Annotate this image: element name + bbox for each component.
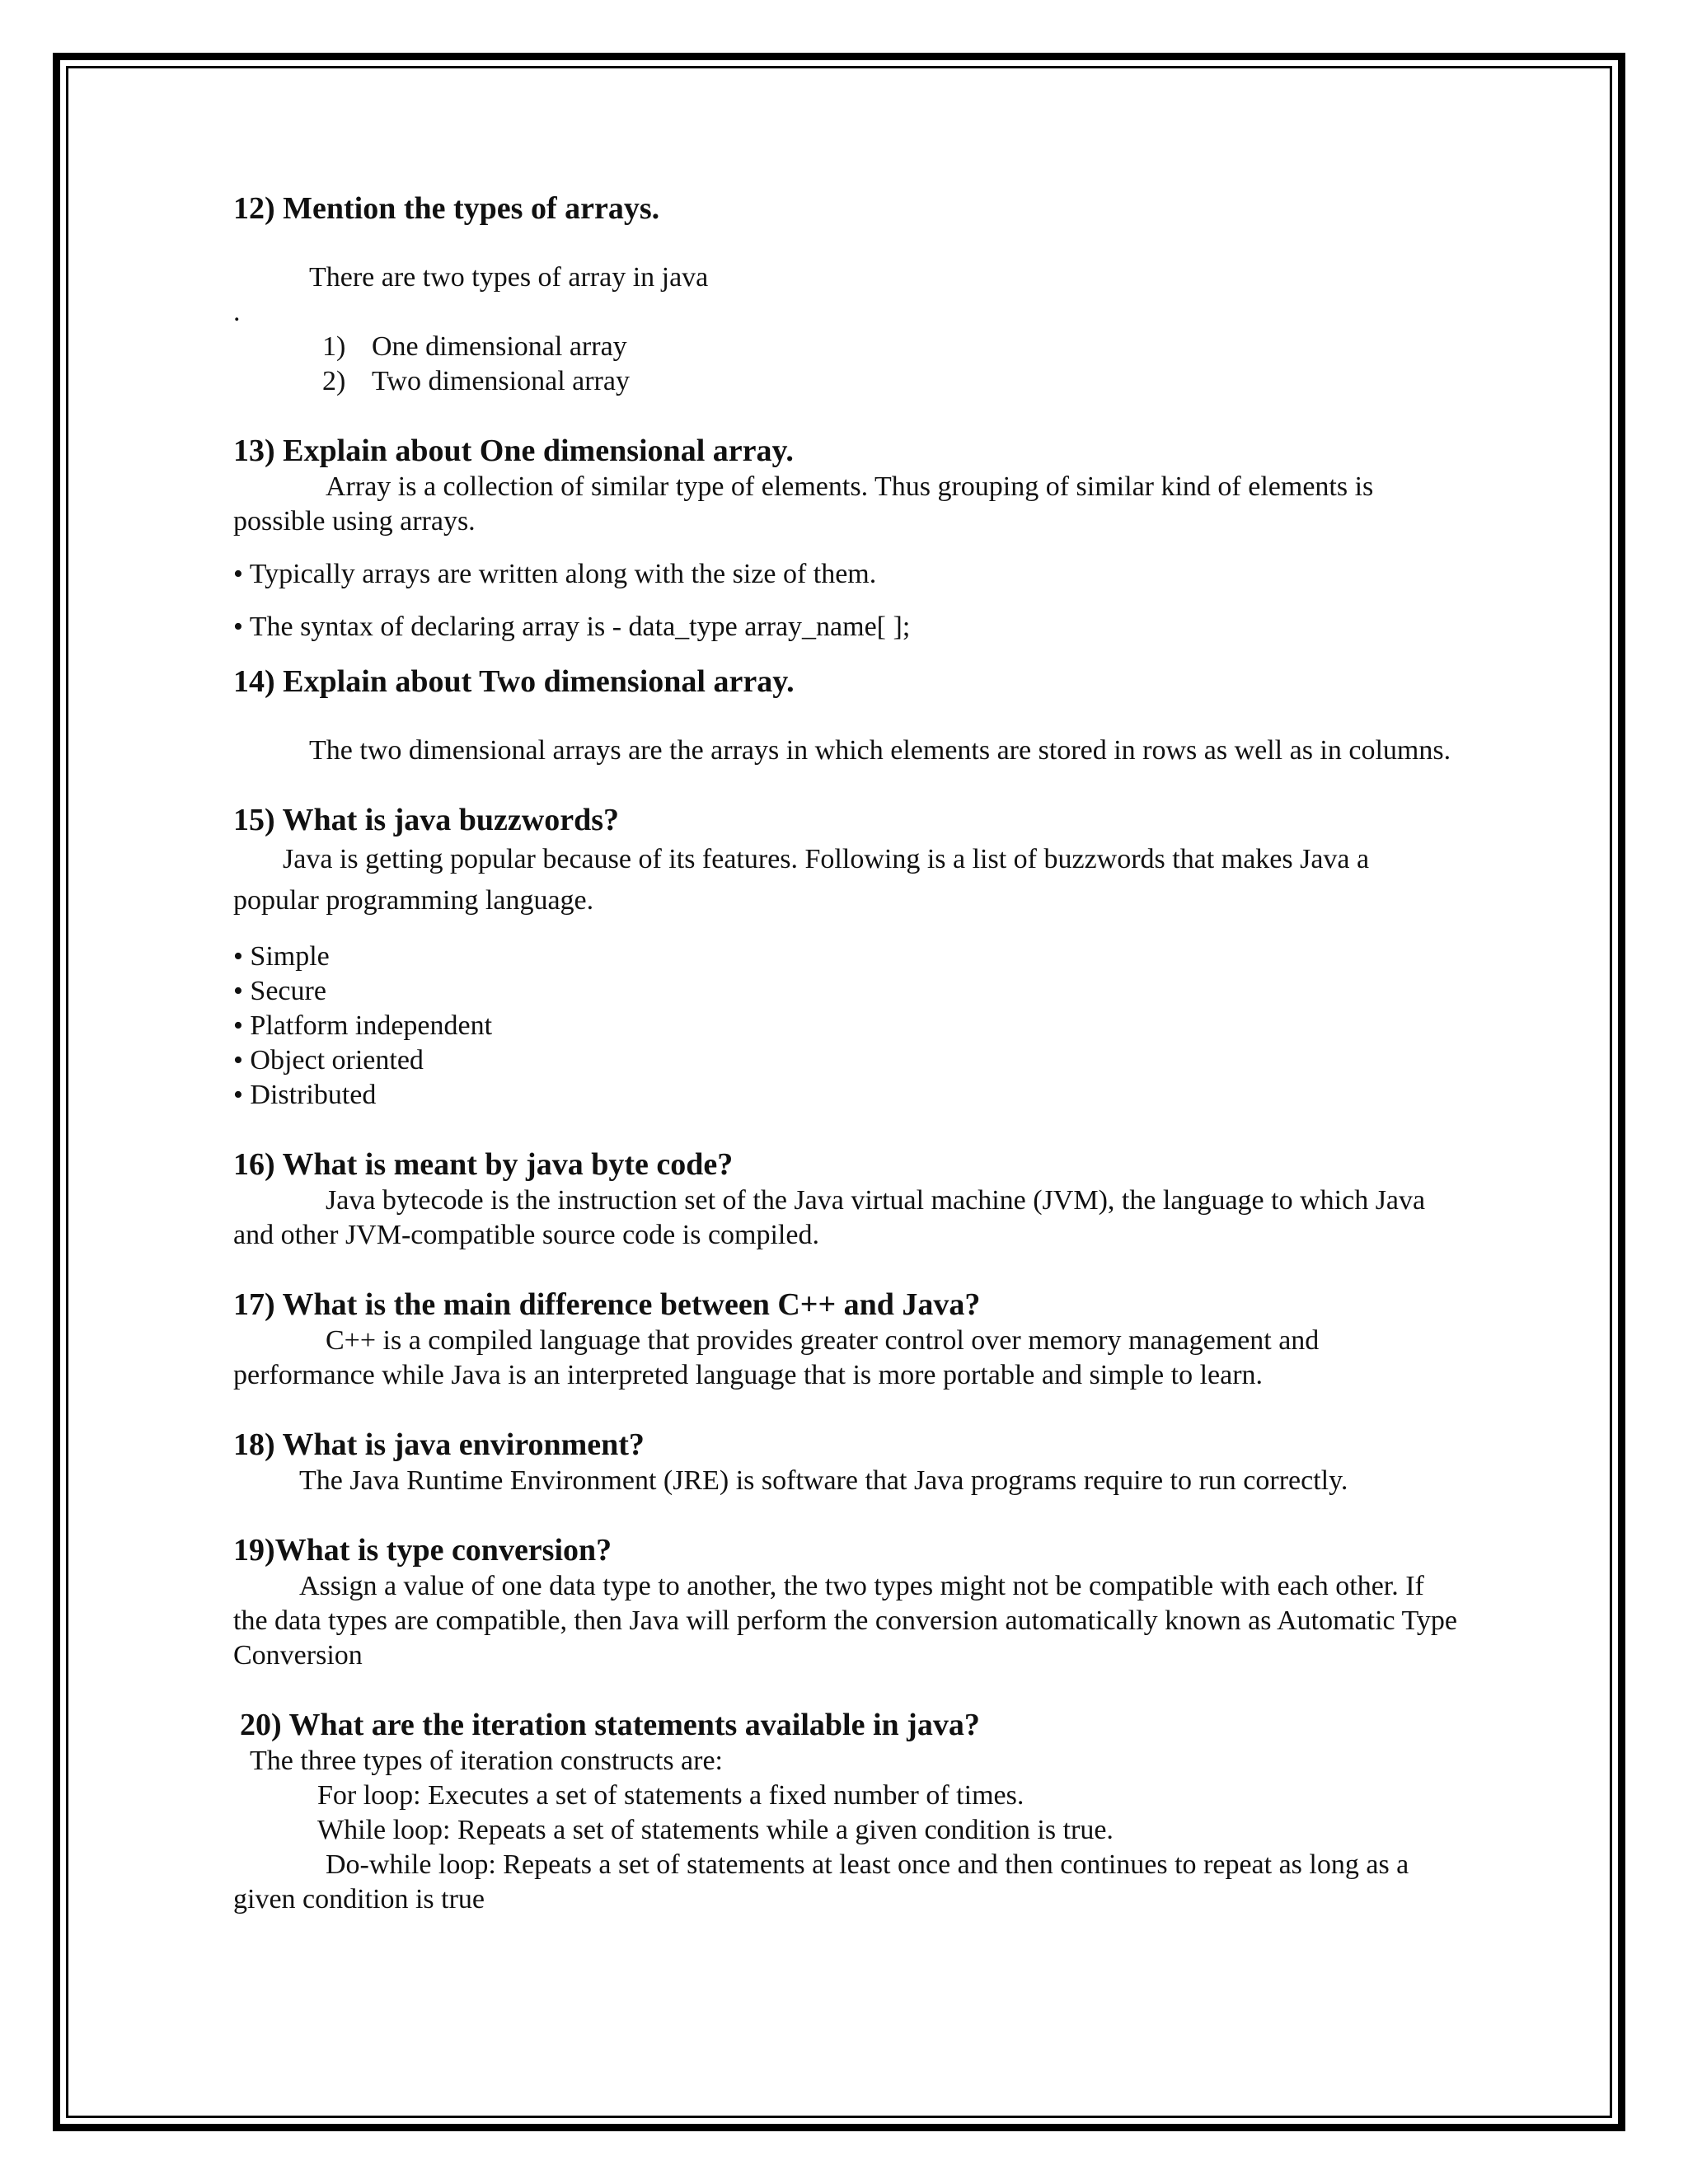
q20-while-loop: While loop: Repeats a set of statements while a given condition is true. bbox=[317, 1815, 1114, 1845]
list-item: • Simple bbox=[233, 941, 330, 972]
list-item: 2) Two dimensional array bbox=[322, 366, 630, 396]
question-17-title: 17) What is the main difference between C++ and Java? bbox=[233, 1287, 981, 1322]
q18-body: The Java Runtime Environment (JRE) is software that Java programs require to run correctly. bbox=[299, 1465, 1348, 1496]
q15-list bbox=[233, 940, 1461, 1113]
q15-body: Java is getting popular because of its features. Following is a list of buzzwords that makes Java a popular programming language. bbox=[233, 844, 1370, 916]
q20-for-loop: For loop: Executes a set of statements a fixed number of times. bbox=[317, 1780, 1025, 1811]
question-19-title: 19)What is type conversion? bbox=[233, 1533, 612, 1568]
q16-body: Java bytecode is the instruction set of the Java virtual machine (JVM), the language to which Java and other JVM-compatible source code is compiled. bbox=[233, 1185, 1426, 1250]
question-15-title: 15) What is java buzzwords? bbox=[233, 803, 619, 837]
q12-intro: There are two types of array in java bbox=[309, 262, 709, 293]
question-20-title: 20) What are the iteration statements available in java? bbox=[240, 1708, 980, 1742]
q19-body: Assign a value of one data type to another, the two types might not be compatible with each other. If the data types are compatible, then Java will perform the conversion automatically known as Automatic Type Conversion bbox=[233, 1571, 1457, 1671]
list-item: • Platform independent bbox=[233, 1010, 493, 1041]
q12-list bbox=[233, 330, 1461, 399]
question-14-title: 14) Explain about Two dimensional array. bbox=[233, 664, 795, 699]
q20-do-while-loop: Do-while loop: Repeats a set of statements at least once and then continues to repeat as long as a given condition is true bbox=[233, 1849, 1409, 1915]
q13-bullet-2: • The syntax of declaring array is - data_type array_name[ ]; bbox=[233, 612, 911, 642]
q20-intro: The three types of iteration constructs are: bbox=[250, 1746, 723, 1776]
list-item: • Secure bbox=[233, 976, 326, 1006]
question-12-title: 12) Mention the types of arrays. bbox=[233, 191, 660, 226]
question-18-title: 18) What is java environment? bbox=[233, 1427, 645, 1462]
q13-body: Array is a collection of similar type of elements. Thus grouping of similar kind of elements is possible using arrays. bbox=[233, 471, 1374, 537]
q17-body: C++ is a compiled language that provides greater control over memory management and performance while Java is an interpreted language that is more portable and simple to learn. bbox=[233, 1325, 1320, 1390]
q14-body: The two dimensional arrays are the arrays in which elements are stored in rows as well as in columns. bbox=[309, 735, 1451, 766]
q12-dot: . bbox=[233, 297, 241, 327]
q13-bullet-1: • Typically arrays are written along with the size of them. bbox=[233, 559, 877, 589]
list-item: • Distributed bbox=[233, 1080, 377, 1110]
list-item: • Object oriented bbox=[233, 1045, 424, 1076]
document-content bbox=[233, 190, 1461, 1917]
question-13-title: 13) Explain about One dimensional array. bbox=[233, 434, 794, 468]
question-16-title: 16) What is meant by java byte code? bbox=[233, 1147, 734, 1182]
list-item: 1) One dimensional array bbox=[322, 331, 627, 362]
